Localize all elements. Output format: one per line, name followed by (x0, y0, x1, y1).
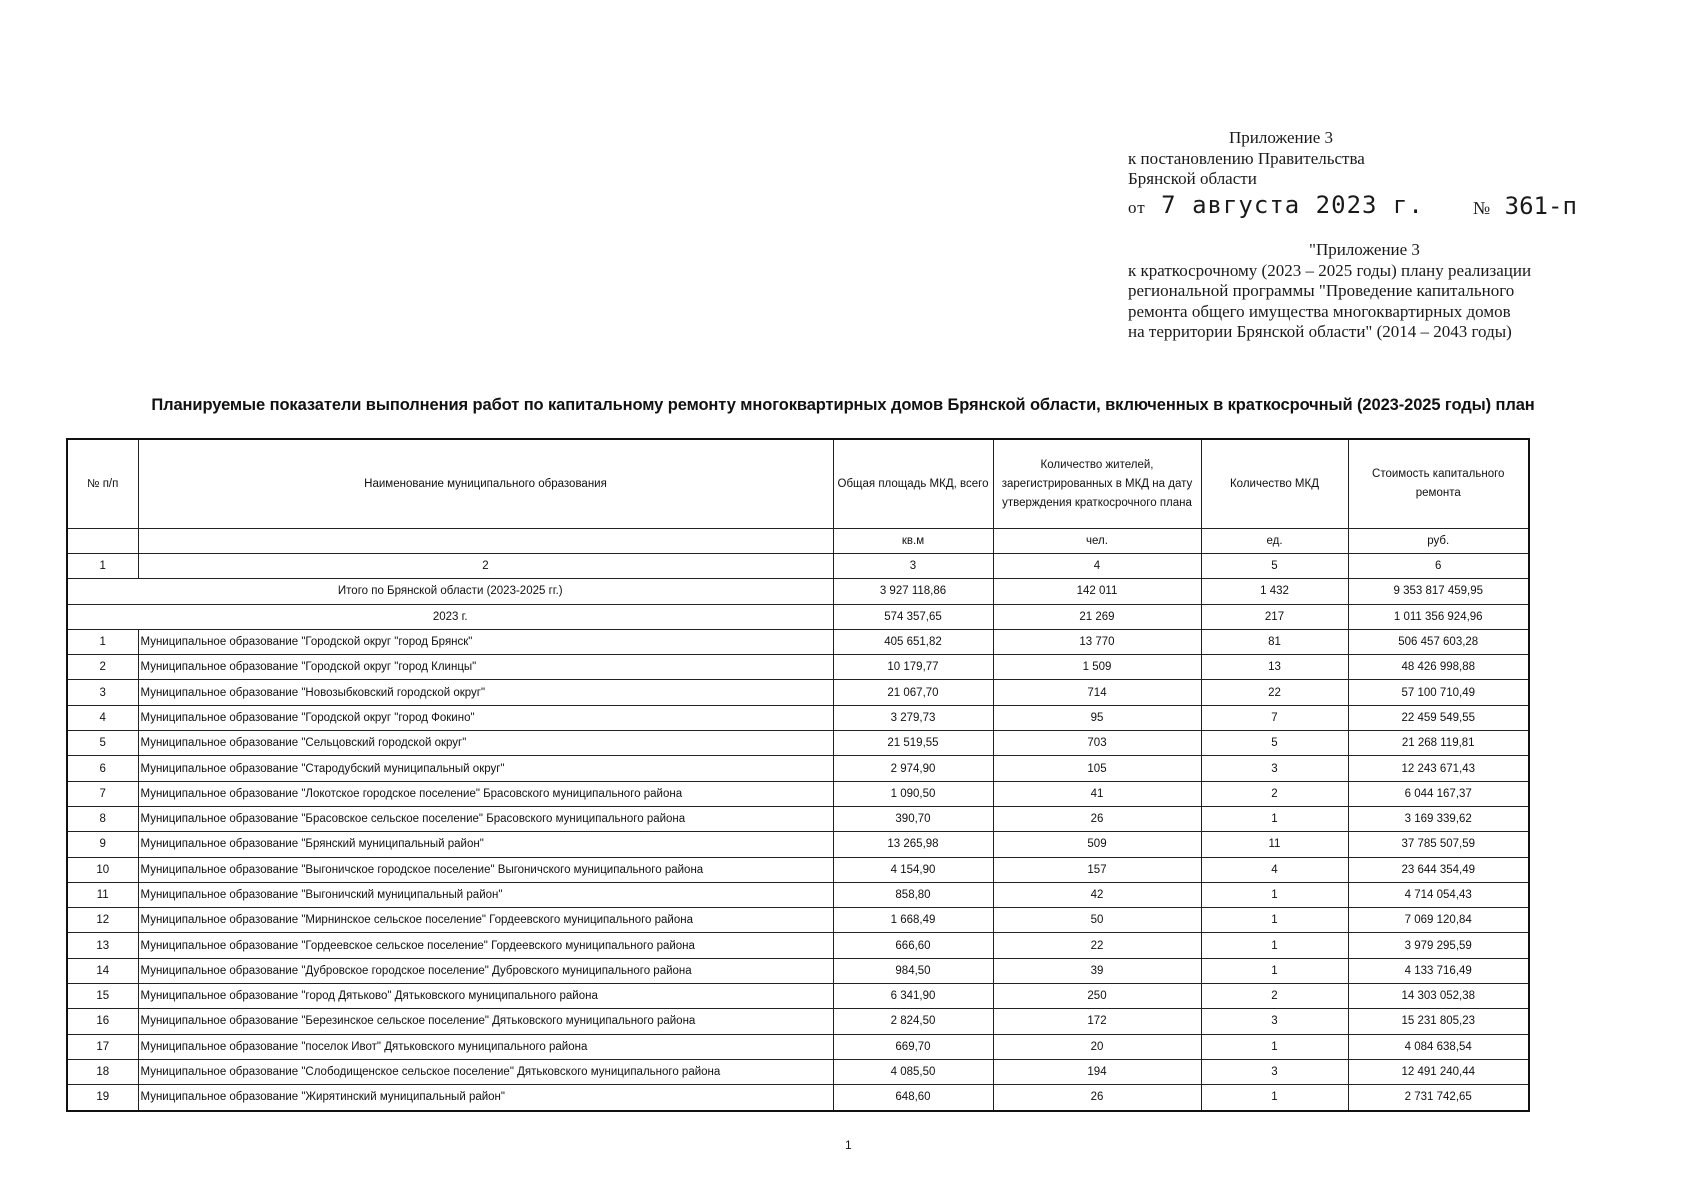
cell-mkd: 3 (1201, 756, 1348, 781)
appendix-line: к краткосрочному (2023 – 2025 годы) плану реализации (1128, 260, 1532, 280)
cell-area: 2 974,90 (833, 756, 993, 781)
number-value: 361-п (1504, 192, 1577, 220)
cell-mkd: 2 (1201, 984, 1348, 1009)
table-row (67, 731, 1529, 756)
table-row (67, 1085, 1529, 1111)
cell-cost: 14 303 052,38 (1348, 984, 1529, 1009)
cell-mkd: 1 (1201, 1085, 1348, 1111)
cell-cost: 6 044 167,37 (1348, 781, 1529, 806)
appendix-quote (1128, 240, 1531, 343)
cell-cost: 48 426 998,88 (1348, 655, 1529, 680)
units-empty (67, 529, 138, 554)
table-row (67, 629, 1529, 654)
year-area: 574 357,65 (833, 604, 993, 629)
table-row (67, 1009, 1529, 1034)
table-row (67, 1034, 1529, 1059)
appendix-line: на территории Брянской области" (2014 – 2043 годы) (1128, 322, 1512, 341)
cell-name: Муниципальное образование "Городской округ "город Фокино" (138, 705, 833, 730)
header-area: Общая площадь МКД, всего (833, 439, 993, 529)
year-residents: 21 269 (993, 604, 1201, 629)
cell-residents: 509 (993, 832, 1201, 857)
cell-name: Муниципальное образование "Сельцовский городской округ" (138, 731, 833, 756)
column-number: 4 (993, 554, 1201, 579)
cell-mkd: 22 (1201, 680, 1348, 705)
cell-residents: 172 (993, 1009, 1201, 1034)
year-label: 2023 г. (67, 604, 833, 629)
unit-cost: руб. (1348, 529, 1529, 554)
cell-cost: 12 491 240,44 (1348, 1059, 1529, 1084)
table-row (67, 806, 1529, 831)
appendix-line: Брянской области (1128, 169, 1257, 188)
units-empty (138, 529, 833, 554)
cell-num: 1 (67, 629, 138, 654)
column-number: 3 (833, 554, 993, 579)
header-residents: Количество жителей, зарегистрированных в МКД на дату утверждения краткосрочного плана (993, 439, 1201, 529)
cell-name: Муниципальное образование "Стародубский муниципальный округ" (138, 756, 833, 781)
cell-num: 6 (67, 756, 138, 781)
total-cost: 9 353 817 459,95 (1348, 579, 1529, 604)
cell-num: 7 (67, 781, 138, 806)
header-cost: Стоимость капитального ремонта (1348, 439, 1529, 529)
cell-area: 2 824,50 (833, 1009, 993, 1034)
total-area: 3 927 118,86 (833, 579, 993, 604)
table-row (67, 705, 1529, 730)
cell-residents: 105 (993, 756, 1201, 781)
cell-num: 2 (67, 655, 138, 680)
cell-num: 8 (67, 806, 138, 831)
cell-num: 9 (67, 832, 138, 857)
cell-name: Муниципальное образование "Выгоничский муниципальный район" (138, 882, 833, 907)
cell-residents: 157 (993, 857, 1201, 882)
cell-name: Муниципальное образование "Дубровское городское поселение" Дубровского муниципального района (138, 958, 833, 983)
column-number: 5 (1201, 554, 1348, 579)
table-row (67, 655, 1529, 680)
total-row (67, 579, 1529, 604)
cell-residents: 26 (993, 1085, 1201, 1111)
total-label: Итого по Брянской области (2023-2025 гг.) (67, 579, 833, 604)
table-row (67, 908, 1529, 933)
cell-residents: 95 (993, 705, 1201, 730)
cell-mkd: 7 (1201, 705, 1348, 730)
cell-area: 666,60 (833, 933, 993, 958)
column-numbers-row (67, 554, 1529, 579)
table-row (67, 958, 1529, 983)
cell-area: 3 279,73 (833, 705, 993, 730)
cell-mkd: 13 (1201, 655, 1348, 680)
cell-area: 21 067,70 (833, 680, 993, 705)
table-row (67, 933, 1529, 958)
date-value: 7 августа 2023 г. (1161, 190, 1424, 219)
cell-area: 669,70 (833, 1034, 993, 1059)
cell-name: Муниципальное образование "Брянский муниципальный район" (138, 832, 833, 857)
decree-number (1473, 191, 1577, 223)
table-row (67, 882, 1529, 907)
cell-name: Муниципальное образование "Березинское сельское поселение" Дятьковского муниципального района (138, 1009, 833, 1034)
table-row (67, 680, 1529, 705)
header-mkd: Количество МКД (1201, 439, 1348, 529)
table-row (67, 756, 1529, 781)
cell-num: 15 (67, 984, 138, 1009)
page-number: 1 (845, 1138, 852, 1152)
cell-name: Муниципальное образование "Слободищенское сельское поселение" Дятьковского муниципального района (138, 1059, 833, 1084)
cell-residents: 703 (993, 731, 1201, 756)
cell-residents: 250 (993, 984, 1201, 1009)
cell-num: 16 (67, 1009, 138, 1034)
cell-cost: 22 459 549,55 (1348, 705, 1529, 730)
appendix-line: ремонта общего имущества многоквартирных домов (1128, 301, 1511, 321)
year-row (67, 604, 1529, 629)
cell-num: 17 (67, 1034, 138, 1059)
cell-mkd: 2 (1201, 781, 1348, 806)
cell-area: 390,70 (833, 806, 993, 831)
cell-num: 11 (67, 882, 138, 907)
cell-num: 14 (67, 958, 138, 983)
cell-cost: 4 714 054,43 (1348, 882, 1529, 907)
cell-mkd: 4 (1201, 857, 1348, 882)
appendix-header (1128, 128, 1577, 223)
indicators-table (66, 438, 1530, 1112)
year-cost: 1 011 356 924,96 (1348, 604, 1529, 629)
cell-mkd: 81 (1201, 629, 1348, 654)
cell-area: 984,50 (833, 958, 993, 983)
table-row (67, 857, 1529, 882)
cell-mkd: 5 (1201, 731, 1348, 756)
column-number: 6 (1348, 554, 1529, 579)
cell-residents: 1 509 (993, 655, 1201, 680)
year-mkd: 217 (1201, 604, 1348, 629)
cell-num: 10 (67, 857, 138, 882)
cell-residents: 42 (993, 882, 1201, 907)
cell-mkd: 11 (1201, 832, 1348, 857)
cell-area: 6 341,90 (833, 984, 993, 1009)
cell-cost: 21 268 119,81 (1348, 731, 1529, 756)
cell-area: 13 265,98 (833, 832, 993, 857)
date-prefix: от (1128, 197, 1146, 217)
cell-name: Муниципальное образование "Городской округ "город Клинцы" (138, 655, 833, 680)
cell-residents: 41 (993, 781, 1201, 806)
unit-area: кв.м (833, 529, 993, 554)
table-row (67, 984, 1529, 1009)
cell-cost: 4 084 638,54 (1348, 1034, 1529, 1059)
cell-num: 5 (67, 731, 138, 756)
cell-cost: 2 731 742,65 (1348, 1085, 1529, 1111)
appendix-line: "Приложение 3 (1309, 240, 1420, 259)
cell-area: 10 179,77 (833, 655, 993, 680)
cell-name: Муниципальное образование "Локотское городское поселение" Брасовского муниципального района (138, 781, 833, 806)
cell-num: 13 (67, 933, 138, 958)
cell-num: 19 (67, 1085, 138, 1111)
cell-name: Муниципальное образование "Гордеевское сельское поселение" Гордеевского муниципального района (138, 933, 833, 958)
cell-residents: 714 (993, 680, 1201, 705)
cell-name: Муниципальное образование "Городской округ "город Брянск" (138, 629, 833, 654)
document-title: Планируемые показатели выполнения работ по капитальному ремонту многоквартирных домов Брянской области, включенных в краткосрочный (2023-2025 годы) план (151, 396, 1535, 414)
appendix-line: региональной программы "Проведение капитального (1128, 281, 1515, 300)
cell-cost: 3 979 295,59 (1348, 933, 1529, 958)
table-header-row (67, 439, 1529, 529)
column-number: 2 (138, 554, 833, 579)
cell-num: 4 (67, 705, 138, 730)
cell-area: 405 651,82 (833, 629, 993, 654)
cell-mkd: 3 (1201, 1059, 1348, 1084)
cell-cost: 3 169 339,62 (1348, 806, 1529, 831)
table-body (67, 629, 1529, 1110)
cell-mkd: 1 (1201, 958, 1348, 983)
table-row (67, 1059, 1529, 1084)
cell-residents: 26 (993, 806, 1201, 831)
cell-residents: 194 (993, 1059, 1201, 1084)
cell-residents: 39 (993, 958, 1201, 983)
appendix-line: к постановлению Правительства (1128, 148, 1365, 168)
cell-mkd: 1 (1201, 1034, 1348, 1059)
unit-residents: чел. (993, 529, 1201, 554)
decree-date (1128, 190, 1424, 223)
cell-cost: 57 100 710,49 (1348, 680, 1529, 705)
unit-mkd: ед. (1201, 529, 1348, 554)
units-row (67, 529, 1529, 554)
cell-area: 648,60 (833, 1085, 993, 1111)
cell-residents: 20 (993, 1034, 1201, 1059)
cell-name: Муниципальное образование "поселок Ивот" Дятьковского муниципального района (138, 1034, 833, 1059)
cell-area: 858,80 (833, 882, 993, 907)
cell-cost: 12 243 671,43 (1348, 756, 1529, 781)
cell-cost: 23 644 354,49 (1348, 857, 1529, 882)
cell-cost: 506 457 603,28 (1348, 629, 1529, 654)
cell-mkd: 3 (1201, 1009, 1348, 1034)
cell-name: Муниципальное образование "Новозыбковский городской округ" (138, 680, 833, 705)
cell-area: 21 519,55 (833, 731, 993, 756)
total-residents: 142 011 (993, 579, 1201, 604)
cell-residents: 13 770 (993, 629, 1201, 654)
number-sign: № (1473, 198, 1491, 218)
total-mkd: 1 432 (1201, 579, 1348, 604)
cell-mkd: 1 (1201, 933, 1348, 958)
cell-name: Муниципальное образование "Выгоничское городское поселение" Выгоничского муниципального района (138, 857, 833, 882)
cell-num: 12 (67, 908, 138, 933)
cell-num: 18 (67, 1059, 138, 1084)
cell-area: 1 090,50 (833, 781, 993, 806)
cell-mkd: 1 (1201, 806, 1348, 831)
cell-cost: 15 231 805,23 (1348, 1009, 1529, 1034)
cell-cost: 37 785 507,59 (1348, 832, 1529, 857)
cell-cost: 4 133 716,49 (1348, 958, 1529, 983)
column-number: 1 (67, 554, 138, 579)
table-row (67, 832, 1529, 857)
cell-name: Муниципальное образование "город Дятьково" Дятьковского муниципального района (138, 984, 833, 1009)
cell-mkd: 1 (1201, 908, 1348, 933)
cell-residents: 50 (993, 908, 1201, 933)
cell-num: 3 (67, 680, 138, 705)
appendix-line: Приложение 3 (1229, 128, 1333, 147)
header-num: № п/п (67, 439, 138, 529)
cell-mkd: 1 (1201, 882, 1348, 907)
cell-residents: 22 (993, 933, 1201, 958)
cell-name: Муниципальное образование "Жирятинский муниципальный район" (138, 1085, 833, 1111)
cell-name: Муниципальное образование "Мирнинское сельское поселение" Гордеевского муниципального района (138, 908, 833, 933)
cell-cost: 7 069 120,84 (1348, 908, 1529, 933)
cell-area: 4 154,90 (833, 857, 993, 882)
cell-area: 1 668,49 (833, 908, 993, 933)
header-name: Наименование муниципального образования (138, 439, 833, 529)
cell-name: Муниципальное образование "Брасовское сельское поселение" Брасовского муниципального района (138, 806, 833, 831)
table-row (67, 781, 1529, 806)
cell-area: 4 085,50 (833, 1059, 993, 1084)
